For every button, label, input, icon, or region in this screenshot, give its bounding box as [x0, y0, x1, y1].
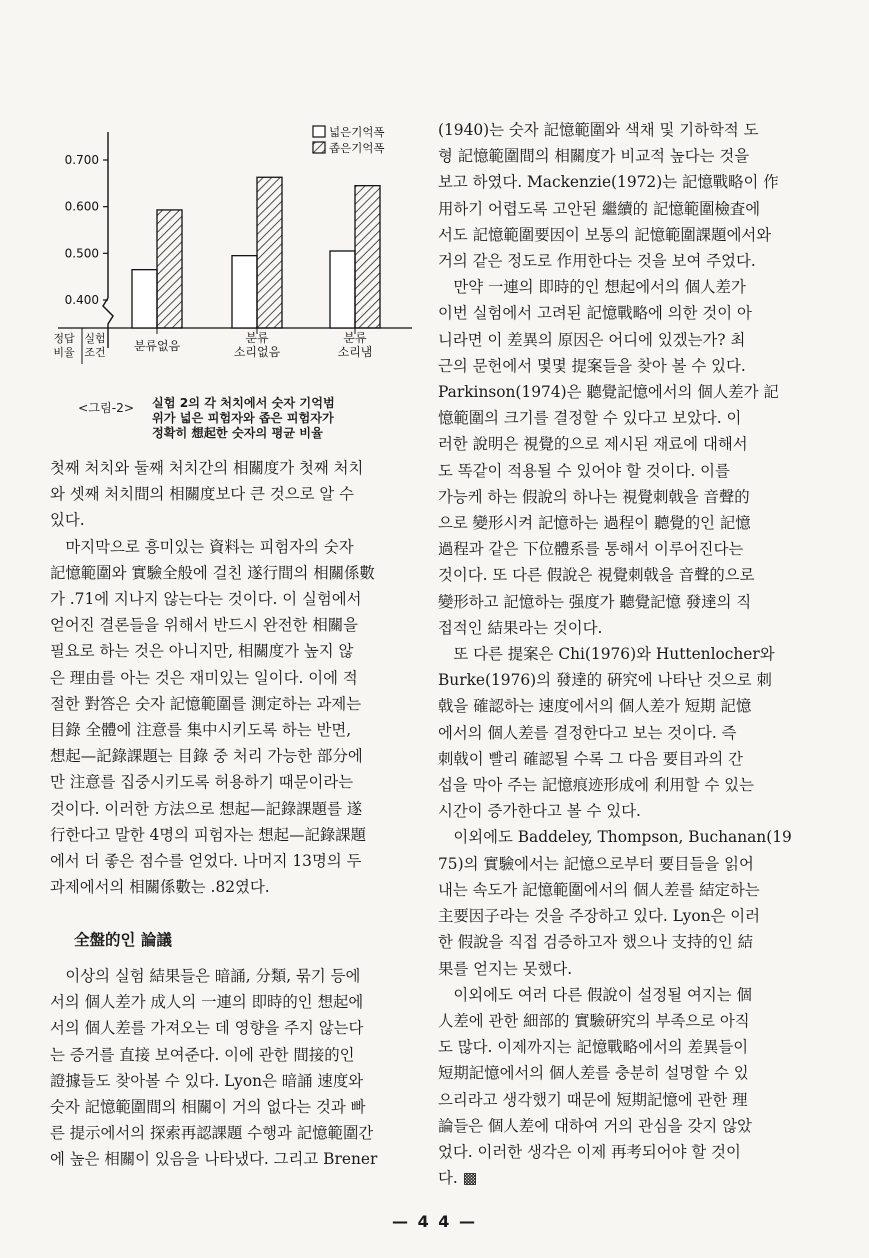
text-line: 서의 個人差가 成人의 一連의 即時的인 想起에 [50, 993, 364, 1012]
text-line: 으로 變形시켜 記憶하는 過程이 聽覺的인 記憶 [438, 514, 751, 533]
text-line: 過程과 같은 下位體系를 통해서 이루어진다는 [438, 540, 744, 559]
text-line: 에서 더 좋은 점수를 얻었다. 나머지 13명의 두 [50, 852, 362, 871]
text-line: 果를 얻지는 못했다. [438, 959, 573, 978]
text-line: 형 記憶範圍間의 相關度가 비교적 높다는 것을 [438, 147, 750, 166]
x-axis-label-line: 조건 [84, 346, 106, 359]
figure-caption-label: <그림-2> [78, 401, 135, 415]
caption-line: 정확히 想起한 숫자의 평균 비율 [152, 426, 323, 440]
text-line: 用하기 어렵도록 고안된 繼續的 記憶範圍檢査에 [438, 199, 761, 218]
section-heading: 全盤的인 論議 [74, 931, 172, 949]
text-line: 러한 說明은 視覺的으로 제시된 재료에 대해서 [438, 435, 748, 454]
x-category-label: 소리없음 [233, 345, 281, 359]
y-tick-label: 0.500 [64, 246, 99, 261]
text-line: 戟을 確認하는 速度에서의 個人差가 短期 記憶 [438, 697, 752, 716]
text-line: 른 提示에서의 探索再認課題 수행과 記憶範圍간 [50, 1124, 374, 1143]
text-line: 에서의 個人差를 결정한다고 보는 것이다. 즉 [438, 723, 737, 742]
x-axis-label-line: 실험 [84, 332, 106, 345]
text-line: 숫자 記憶範圍間의 相關이 거의 없다는 것과 빠 [50, 1098, 366, 1117]
text-line: 있다. [50, 511, 85, 530]
text-line: 첫째 처치와 둘째 처치간의 相關度가 첫째 처치 [50, 459, 364, 477]
x-category-label: 분류 [245, 331, 269, 345]
x-category-label: 분류없음 [133, 339, 181, 353]
text-line: 한 假說을 직접 검증하고자 했으나 支持的인 結 [438, 933, 753, 952]
text-line: 75)의 實驗에서는 記憶으로부터 要目들을 읽어 [438, 854, 754, 873]
right-column-text [438, 117, 823, 1191]
left-column-text [50, 455, 415, 900]
bar-wide-span [232, 256, 257, 328]
text-line: 行한다고 말한 4명의 피험자는 想起—記錄課題 [50, 825, 367, 844]
text-line: 접적인 結果라는 것이다. [438, 618, 603, 637]
text-line: 서도 記憶範圍要因이 보통의 記憶範圍課題에서와 [438, 225, 772, 244]
text-line: 變形하고 記憶하는 强度가 聽覺記憶 發達의 직 [438, 592, 752, 611]
x-category-labels [134, 328, 373, 359]
text-line: 보고 하였다. Mackenzie(1972)는 記憶戰略이 作 [438, 173, 779, 192]
legend-swatch [313, 142, 325, 153]
text-line: 에 높은 相關이 있음을 나타냈다. 그리고 Brener [50, 1150, 378, 1169]
text-line: 이외에도 Baddeley, Thompson, Buchanan(19 [438, 828, 792, 847]
text-line: 만약 一連의 即時的인 想起에서의 個人差가 [438, 278, 746, 297]
text-line: 또 다른 提案은 Chi(1976)와 Huttenlocher와 [438, 645, 775, 664]
bar-wide-span [330, 251, 355, 328]
text-line: 니라면 이 差異의 原因은 어디에 있겠는가? 최 [438, 330, 746, 349]
text-line: 만 注意를 집중시키도록 허용하기 때문이라는 [50, 773, 354, 792]
text-line: 가 .71에 지나지 않는다는 것이다. 이 실험에서 [50, 590, 362, 609]
text-line: 서의 個人差를 가져오는 데 영향을 주지 않는다 [50, 1019, 364, 1038]
text-line: 刺戟이 빨리 確認될 수록 그 다음 要目과의 간 [438, 749, 743, 768]
text-line: 證據들도 찾아볼 수 있다. Lyon은 暗誦 速度와 [50, 1071, 364, 1090]
text-line: Parkinson(1974)은 聽覺記憶에서의 個人差가 記 [438, 383, 779, 402]
y-axis-label-line: 비율 [53, 346, 75, 359]
text-line: 시간이 증가한다고 볼 수 있다. [438, 802, 641, 821]
page-number: — 4 4 — [392, 1212, 477, 1231]
bar-narrow-span [355, 186, 380, 328]
text-line: 人差에 관한 細部的 實驗硏究의 부족으로 아직 [438, 1011, 750, 1030]
text-line: 憶範圍의 크기를 결정할 수 있다고 보았다. 이 [438, 409, 742, 428]
x-category-label: 소리냄 [337, 345, 373, 359]
text-line: 目錄 全體에 注意를 集中시키도록 하는 반면, [50, 721, 352, 740]
bar-chart [40, 120, 425, 380]
figure-caption-text [152, 396, 335, 441]
text-line: 도 많다. 이제까지는 記憶戰略에서의 差異들이 [438, 1038, 749, 1057]
text-line: 마지막으로 흥미있는 資料는 피험자의 숫자 [50, 537, 354, 556]
legend-label: 좁은기억폭 [329, 141, 385, 155]
text-line: 은 理由를 아는 것은 재미있는 일이다. 이에 적 [50, 668, 358, 687]
y-tick-label: 0.700 [64, 153, 99, 167]
text-line: 想起—記錄課題는 目錄 중 처리 가능한 部分에 [50, 747, 363, 766]
legend-label: 넓은기억폭 [329, 125, 385, 139]
caption-line: 실험 2의 각 처치에서 숫자 기억범 [152, 396, 335, 410]
text-line: 얻어진 결론들을 위해서 반드시 완전한 相關을 [50, 616, 358, 635]
bars-group [132, 177, 380, 328]
y-tick-label: 0.600 [64, 199, 99, 214]
bar-narrow-span [257, 177, 282, 328]
text-line: 이번 실험에서 고려된 記憶戰略에 의한 것이 아 [438, 304, 752, 323]
caption-line: 위가 넓은 피험자와 좁은 피험자가 [152, 411, 334, 425]
left-column-text-2 [50, 963, 415, 1173]
text-line: 과제에서의 相關係數는 .82였다. [50, 878, 270, 897]
text-line: 절한 對答은 숫자 記憶範圍를 測定하는 과제는 [50, 694, 362, 713]
axis-corner-labels [53, 331, 105, 359]
text-line: 短期記憶에서의 個人差를 충분히 설명할 수 있 [438, 1064, 749, 1083]
text-line: 이상의 실험 結果들은 暗誦, 分類, 묶기 등에 [50, 967, 361, 985]
text-line: 것이다. 이러한 方法으로 想起—記錄課題를 遂 [50, 799, 363, 818]
text-line: 내는 속도가 記憶範圍에서의 個人差를 結定하는 [438, 880, 760, 899]
bar-wide-span [132, 270, 157, 328]
text-line: 가능케 하는 假說의 하나는 視覺刺戟을 音聲的 [438, 487, 750, 506]
y-tick-label: 0.400 [64, 293, 99, 307]
y-axis-label-line: 정답 [53, 332, 75, 345]
text-line: 와 셋째 처치間의 相關度보다 큰 것으로 알 수 [50, 485, 354, 504]
text-line: 도 똑같이 적용될 수 있어야 할 것이다. 이를 [438, 461, 730, 480]
text-line: (1940)는 숫자 記憶範圍와 색채 및 기하학적 도 [438, 121, 759, 139]
text-line: 는 증거를 直接 보여준다. 이에 관한 間接的인 [50, 1045, 355, 1064]
text-line: 었다. 이러한 생각은 이제 再考되어야 할 것이 [438, 1142, 741, 1161]
text-line: 거의 같은 정도로 作用한다는 것을 보여 주었다. [438, 252, 756, 271]
text-line: 다. ▩ [438, 1169, 478, 1188]
text-line: Burke(1976)의 發達的 硏究에 나타난 것으로 刺 [438, 671, 772, 690]
text-line: 섭을 막아 주는 記憶痕迹形成에 利用할 수 있는 [438, 776, 755, 795]
x-category-label: 분류 [343, 331, 367, 345]
y-tick-labels [65, 153, 108, 307]
text-line: 論들은 個人差에 대하여 거의 관심을 갖지 않았 [438, 1116, 752, 1135]
text-line: 이외에도 여러 다른 假說이 설정될 여지는 個 [438, 985, 752, 1004]
legend-swatch [313, 126, 325, 137]
chart-legend [313, 125, 385, 155]
text-line: 主要因子라는 것을 주장하고 있다. Lyon은 이러 [438, 907, 761, 926]
bar-narrow-span [157, 210, 182, 328]
text-line: 으리라고 생각했기 때문에 短期記憶에 관한 理 [438, 1090, 748, 1109]
text-line: 것이다. 또 다른 假說은 視覺刺戟을 音聲的으로 [438, 566, 755, 585]
text-line: 記憶範圍와 實驗全般에 걸친 遂行間의 相關係數 [50, 563, 375, 582]
text-line: 필요로 하는 것은 아니지만, 相關度가 높지 않 [50, 642, 354, 661]
text-line: 근의 문헌에서 몇몇 提案들을 찾아 볼 수 있다. [438, 356, 746, 375]
